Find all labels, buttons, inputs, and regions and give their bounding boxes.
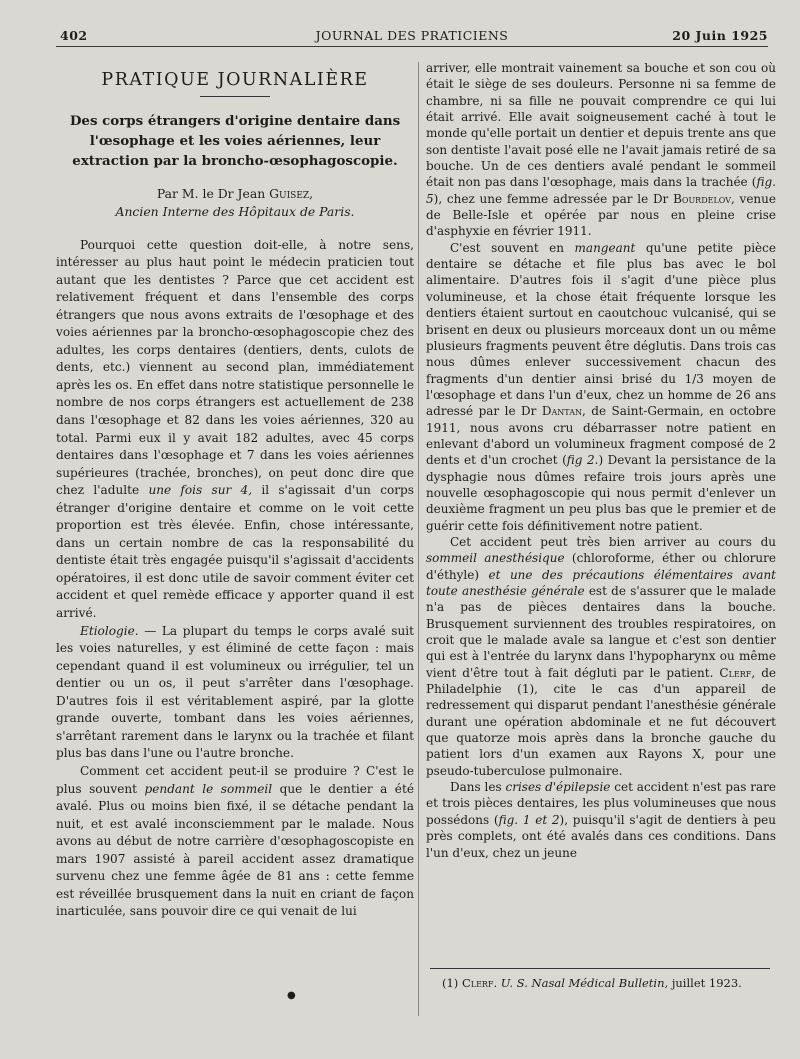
left-column	[56, 62, 414, 921]
paragraph-text: Cet accident peut très bien arriver au cours du	[450, 534, 776, 549]
paragraph	[426, 534, 776, 779]
footnote-author: Clerf.	[461, 976, 498, 990]
byline	[56, 185, 414, 221]
paragraph-text: de Saint-Germain, en octobre 1911, nous avons cru débarrasser notre patient en enlevant d'abord un volumineux fragment composé de 2 dents et d'un crochet (	[426, 404, 776, 468]
emphasis-text: sommeil anesthésique	[426, 551, 565, 566]
section-title: PRATIQUE JOURNALIÈRE	[101, 70, 369, 90]
paragraph	[56, 237, 414, 623]
paragraph	[56, 623, 414, 763]
byline-prefix: Par M. le Dr Jean	[156, 185, 266, 201]
etiologie-heading: Etiologie.	[80, 623, 139, 638]
journal-name: JOURNAL DES PRATICIENS	[315, 28, 509, 43]
person-name: Bourdelov,	[673, 191, 735, 206]
paragraph-text: de Philadelphie (1), cite le cas d'un appareil de redressement qui disparut pendant l'anesthésie générale durant une opération abdominale et ne fut découvert que quatorze mois après dans la bronche gauche du patient lors d'un examen aux Rayons X, pour une pseudo-tuberculose pulmonaire.	[426, 665, 776, 778]
paragraph	[56, 763, 414, 921]
footnote-date: juillet 1923.	[671, 976, 742, 990]
paragraph-text: (chloroforme, éther ou chlorure d'éthyle)	[426, 551, 776, 582]
paragraph	[426, 779, 776, 861]
emphasis-text: et une des précautions élémentaires avant toute anesthésie générale	[426, 567, 776, 598]
running-header	[56, 24, 768, 46]
column-divider	[418, 62, 419, 1016]
author-affiliation: Ancien Interne des Hôpitaux de Paris.	[115, 203, 355, 219]
footnote-marker: (1)	[442, 976, 459, 990]
figure-ref: fig. 1 et 2	[498, 812, 560, 827]
page-number: 402	[60, 28, 88, 43]
footnote-rule	[430, 968, 770, 969]
paragraph-text: ) Devant la persistance de la dysphagie nous dûmes refaire trois jours après une nouvelle œsophagoscopie qui nous permit d'enlever un deuxième fragment un peu plus bas que le premier et de guérir cette fois définitivement notre patient.	[426, 453, 776, 533]
paragraph-text: ), chez une femme adressée par le Dr	[433, 191, 669, 206]
paragraph-text: C'est souvent en	[450, 240, 564, 255]
paragraph-text: il s'agissait d'un corps étranger d'origine dentaire et comme on le voit cette proportion est très élevée. Enfin, chose intéressante, dans un certain nombre de cas la responsabilité du dentiste était très engagée puisqu'il s'agissait d'accidents opératoires, il est donc utile de savoir comment éviter cet accident et quel remède efficace y apporter quand il est arrivé.	[56, 483, 414, 621]
paragraph	[426, 240, 776, 534]
paragraph-text: est de s'assurer que le malade n'a pas de pièces dentaires dans la bouche. Brusquement surviennent des troubles respiratoires, on croit que le malade avale sa langue et c'est son dentier qui est à l'entrée du larynx dans l'hypopharynx ou même vient d'être tout à fait dégluti par le patient.	[426, 584, 776, 680]
bottom-bullet: ●	[287, 990, 296, 1001]
header-rule	[56, 46, 768, 47]
paragraph-text: qu'une petite pièce dentaire se détache et file plus bas avec le bol alimentaire. D'autres fois il s'agit d'une pièce plus volumineuse, et la chose était fréquente lorsque les dentiers étaient surtout en caoutchouc vulcanisé, qui se brisent en deux ou plusieurs morceaux dont un ou même plusieurs fragments peuvent être déglutis. Dans trois cas nous dûmes enlever successivement chacun des fragments d'un dentier ainsi brisé du 1/3 moyen de l'œsophage et dans l'un d'eux, chez un homme de 26 ans adressé par le Dr	[426, 240, 776, 419]
figure-ref: fig 2.	[566, 453, 599, 468]
paragraph-text: — La plupart du temps le corps avalé suit les voies naturelles, y est éliminé de cette façon : mais cependant quand il est volumineux ou irrégulier, tel un dentier ou un os, il peut s'arrêter dans l'œsophage. D'autres fois il est véritablement aspiré, par la glotte grande ouverte, tombant dans les voies aériennes, s'arrêtant rarement dans le larynx ou la trachée et filant plus bas dans l'une ou l'autre bronche.	[56, 623, 414, 761]
person-name: Dantan,	[541, 404, 586, 419]
emphasis-text: crises d'épilepsie	[505, 780, 611, 795]
figure-ref: fig. 5	[426, 175, 776, 206]
paragraph	[426, 60, 776, 240]
person-name: Clerf,	[719, 665, 756, 680]
right-column	[426, 60, 776, 861]
paragraph-text: que le dentier a été avalé. Plus ou moins bien fixé, il se détache pendant la nuit, et est avalé inconsciemment par le malade. Nous avons au début de notre carrière d'œsophagoscopiste en mars 1907 assisté à pareil accident assez dramatique survenu chez une femme âgée de 81 ans : cette femme est réveillée brusquement dans la nuit en criant de façon inarticulée, sans pouvoir dire ce qui venait de lui	[56, 781, 414, 919]
emphasis-text: une fois sur 4,	[148, 483, 253, 498]
paragraph-text: Comment cet accident peut-il se produire ? C'est le plus souvent	[56, 763, 414, 796]
title-rule	[200, 96, 270, 97]
paragraph-text: cet accident n'est pas rare et trois pièces dentaires, les plus volumineuses que nous possédons (	[426, 780, 776, 827]
emphasis-text: pendant le sommeil	[144, 781, 273, 796]
article-title: Des corps étrangers d'origine dentaire dans l'œsophage et les voies aériennes, leur extraction par la broncho-œsophagoscopie.	[69, 112, 401, 169]
paragraph-text: venue de Belle-Isle et opérée par nous en pleine crise d'asphyxie en février 1911.	[426, 191, 776, 239]
footnote-journal: U. S. Nasal Médical Bulletin,	[500, 976, 669, 990]
paragraph-text: arriver, elle montrait vainement sa bouche et son cou où était le siège de ses douleurs. Personne ni sa femme de chambre, ni sa fille ne pouvait comprendre ce qui lui était arrivé. Elle avait soigneusement caché à tout le monde qu'elle portait un dentier et depuis trente ans que son dentiste l'avait posé elle ne l'avait jamais retiré de sa bouche. Un de ces dentiers avalé pendant le sommeil était non pas dans l'œsophage, mais dans la trachée (	[426, 61, 776, 190]
author-name: Guisez,	[269, 185, 314, 201]
paragraph-text: Dans les	[450, 780, 502, 795]
paragraph-text: Pourquoi cette question doit-elle, à notre sens, intéresser au plus haut point le médecin praticien tout autant que les dentistes ? Parce que cet accident est relativement fréquent et dans l'ensemble des corps étrangers que nous avons extraits de l'œsophage et des voies aériennes par la broncho-œsophagoscopie chez des adultes, les corps dentaires (dentiers, dents, culots de dents, etc.) viennent au second plan, immédiatement après les os. En effet dans notre statistique personnelle le nombre de nos corps étrangers est actuellement de 238 dans l'œsophage et 82 dans les voies aériennes, 320 au total. Parmi eux il y avait 182 adultes, avec 45 corps dentaires dans l'œsophage et 7 dans les voies aériennes supérieures (trachée, bronches), on peut donc dire que chez l'adulte	[56, 237, 414, 498]
footnote	[442, 975, 776, 991]
paragraph-text: ), puisqu'il s'agit de dentiers à peu près complets, ont été avalés dans ces conditions. Dans l'un d'eux, chez un jeune	[426, 812, 776, 860]
emphasis-text: mangeant	[574, 240, 636, 255]
issue-date: 20 Juin 1925	[672, 28, 768, 43]
